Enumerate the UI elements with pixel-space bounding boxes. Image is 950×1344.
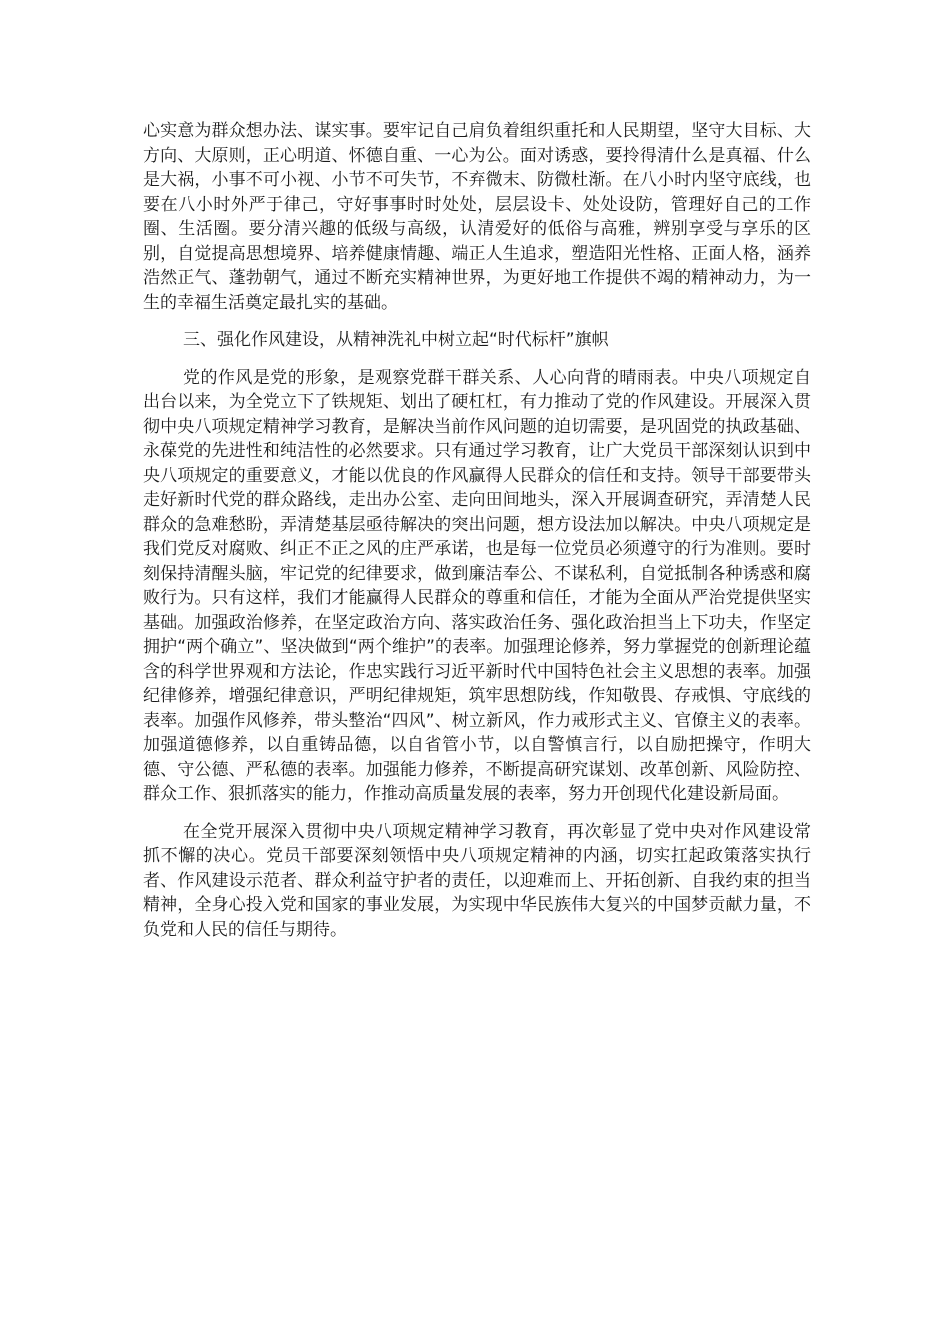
paragraph-body-1: 党的作风是党的形象，是观察党群干群关系、人心向背的晴雨表。中央八项规定自出台以来，为全党立下了铁规矩、划出了硬杠杠，有力推动了党的作风建设。开展深入贯彻中央八项规定精神学习教育，是解决当前作风问题的迫切需要，是巩固党的执政基础、永葆党的先进性和纯洁性的必然要求。只有通过学习教育，让广大党员干部深刻认识到中央八项规定的重要意义，才能以优良的作风赢得人民群众的信任和支持。领导干部要带头走好新时代党的群众路线，走出办公室、走向田间地头，深入开展调查研究，弄清楚人民群众的急难愁盼，弄清楚基层亟待解决的突出问题，想方设法加以解决。中央八项规定是我们党反对腐败、纠正不正之风的庄严承诺，也是每一位党员必须遵守的行为准则。要时刻保持清醒头脑，牢记党的纪律要求，做到廉洁奉公、不谋私利，自觉抵制各种诱惑和腐败行为。只有这样，我们才能赢得人民群众的尊重和信任，才能为全面从严治党提供坚实基础。加强政治修养，在坚定政治方向、落实政治任务、强化政治担当上下功夫，作坚定拥护“两个确立”、坚决做到“两个维护”的表率。加强理论修养，努力掌握党的创新理论蕴含的科学世界观和方法论，作忠实践行习近平新时代中国特色社会主义思想的表率。加强纪律修养，增强纪律意识，严明纪律规矩，筑牢思想防线，作知敬畏、存戒惧、守底线的表率。加强作风修养，带头整治“四风”、树立新风，作力戒形式主义、官僚主义的表率。加强道德修养，以自重铸品德，以自省管小节，以自警慎言行，以自励把操守，作明大德、守公德、严私德的表率。加强能力修养，不断提高研究谋划、改革创新、风险防控、群众工作、狠抓落实的能力，作推动高质量发展的表率，努力开创现代化建设新局面。 bbox=[143, 367, 811, 804]
paragraph-continuation: 心实意为群众想办法、谋实事。要牢记自己肩负着组织重托和人民期望，坚守大目标、大方向、大原则，正心明道、怀德自重、一心为公。面对诱惑，要拎得清什么是真福、什么是大祸，小事不可小视、小节不可失节，不弃微末、防微杜渐。在八小时内坚守底线，也要在八小时外严于律己，守好事事时时处处，层层设卡、处处设防，管理好自己的工作圈、生活圈。要分清兴趣的低级与高级，认清爱好的低俗与高雅，辨别享受与享乐的区别，自觉提高思想境界、培养健康情趣、端正人生追求，塑造阳光性格、正面人格，涵养浩然正气、蓬勃朝气，通过不断充实精神世界，为更好地工作提供不竭的精神动力，为一生的幸福生活奠定最扎实的基础。 bbox=[143, 121, 811, 313]
paragraph-body-2: 在全党开展深入贯彻中央八项规定精神学习教育，再次彰显了党中央对作风建设常抓不懈的决心。党员干部要深刻领悟中央八项规定精神的内涵，切实扛起政策落实执行者、作风建设示范者、群众利益守护者的责任，以迎难而上、开拓创新、自我约束的担当精神，全身心投入党和国家的事业发展，为实现中华民族伟大复兴的中国梦贡献力量，不负党和人民的信任与期待。 bbox=[143, 821, 811, 940]
document-body bbox=[143, 119, 811, 942]
section-heading-3: 三、强化作风建设，从精神洗礼中树立起“时代标杆”旗帜 bbox=[183, 330, 609, 350]
